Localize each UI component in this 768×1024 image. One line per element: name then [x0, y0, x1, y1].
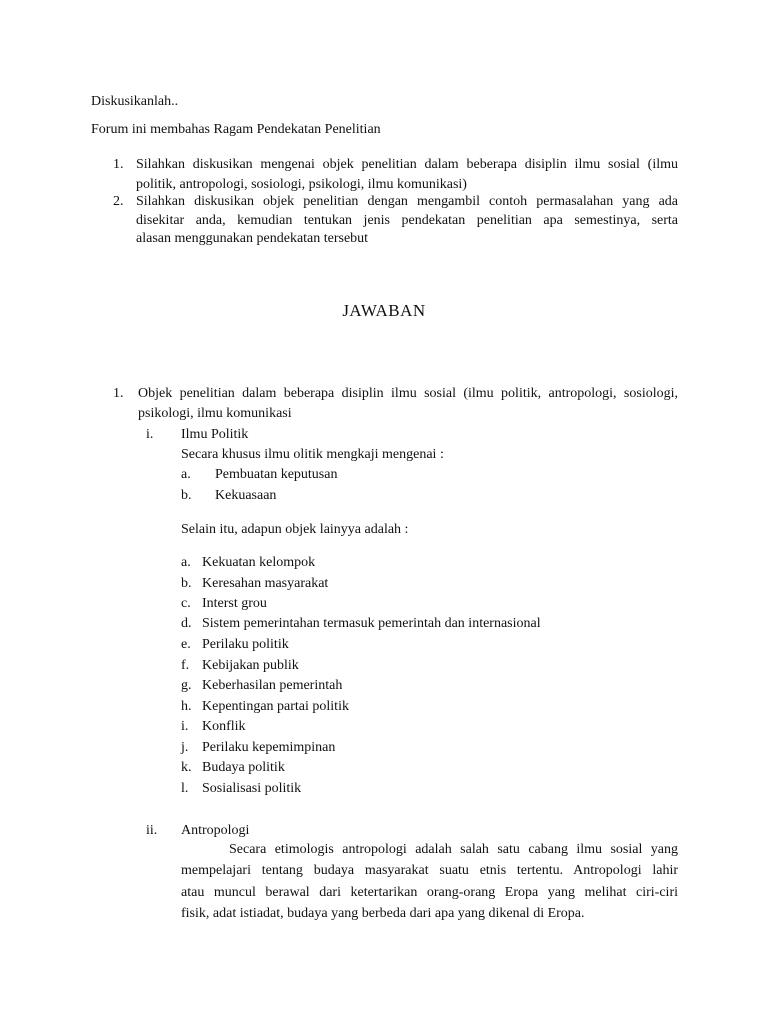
- other-item-j: Perilaku kepemimpinan: [202, 740, 336, 755]
- question-2-line-3: alasan menggunakan pendekatan tersebut: [136, 231, 369, 246]
- other-item-k: Budaya politik: [202, 760, 285, 775]
- other-letter-g: g.: [181, 678, 192, 693]
- forum-description: Forum ini membahas Ragam Pendekatan Penelitian: [91, 122, 381, 137]
- other-letter-b: b.: [181, 576, 192, 591]
- answer-title: JAWABAN: [342, 301, 426, 320]
- other-item-f: Kebijakan publik: [202, 658, 299, 673]
- other-item-d: Sistem pemerintahan termasuk pemerintah dan internasional: [202, 616, 541, 631]
- other-letter-k: k.: [181, 760, 192, 775]
- other-item-a: Kekuatan kelompok: [202, 555, 316, 570]
- other-item-h: Kepentingan partai politik: [202, 699, 349, 714]
- antropologi-line-3: atau muncul berawal dari ketertarikan orang-orang Eropa yang melihat ciri-ciri: [181, 885, 678, 900]
- question-1-line-2: politik, antropologi, sosiologi, psikologi, ilmu komunikasi): [136, 177, 467, 192]
- politik-heading: Ilmu Politik: [181, 427, 249, 442]
- answer-1-line-1: Objek penelitian dalam beberapa disiplin ilmu sosial (ilmu politik, antropologi, sosiologi,: [138, 386, 678, 401]
- question-2-line-2: disekitar anda, kemudian tentukan jenis pendekatan penelitian apa semestinya, serta: [136, 213, 678, 228]
- other-item-b: Keresahan masyarakat: [202, 576, 329, 591]
- other-item-l: Sosialisasi politik: [202, 781, 302, 796]
- question-2-number: 2.: [113, 194, 124, 209]
- other-letter-d: d.: [181, 616, 192, 631]
- politik-number: i.: [146, 427, 154, 442]
- politik-focus-item-b: Kekuasaan: [215, 488, 277, 503]
- antropologi-number: ii.: [146, 823, 158, 838]
- question-2-line-1: Silahkan diskusikan objek penelitian dengan mengambil contoh permasalahan yang ada: [136, 194, 678, 209]
- other-letter-f: f.: [181, 658, 190, 673]
- other-item-g: Keberhasilan pemerintah: [202, 678, 343, 693]
- question-1-number: 1.: [113, 157, 124, 172]
- antropologi-heading: Antropologi: [181, 823, 250, 838]
- intro-text: Diskusikanlah..: [91, 94, 179, 109]
- answer-1-number: 1.: [113, 386, 124, 401]
- other-letter-i: i.: [181, 719, 189, 734]
- other-letter-h: h.: [181, 699, 192, 714]
- politik-focus-letter-a: a.: [181, 467, 191, 482]
- other-item-c: Interst grou: [202, 596, 267, 611]
- antropologi-line-2: mempelajari tentang budaya masyarakat suatu etnis tertentu. Antropologi lahir: [181, 863, 678, 878]
- other-letter-a: a.: [181, 555, 191, 570]
- politik-other-intro: Selain itu, adapun objek lainyya adalah :: [181, 522, 409, 537]
- other-letter-j: j.: [181, 740, 189, 755]
- other-letter-c: c.: [181, 596, 191, 611]
- answer-1-line-2: psikologi, ilmu komunikasi: [138, 406, 292, 421]
- other-item-i: Konflik: [202, 719, 246, 734]
- politik-focus-letter-b: b.: [181, 488, 192, 503]
- other-letter-e: e.: [181, 637, 191, 652]
- other-item-e: Perilaku politik: [202, 637, 289, 652]
- politik-focus-item-a: Pembuatan keputusan: [215, 467, 338, 482]
- antropologi-line-1: Secara etimologis antropologi adalah salah satu cabang ilmu sosial yang: [229, 842, 678, 857]
- other-letter-l: l.: [181, 781, 189, 796]
- politik-intro: Secara khusus ilmu olitik mengkaji mengenai :: [181, 447, 444, 462]
- question-1-line-1: Silahkan diskusikan mengenai objek penelitian dalam beberapa disiplin ilmu sosial (ilmu: [136, 157, 678, 172]
- antropologi-line-4: fisik, adat istiadat, budaya yang berbeda dari apa yang dikenal di Eropa.: [181, 906, 585, 921]
